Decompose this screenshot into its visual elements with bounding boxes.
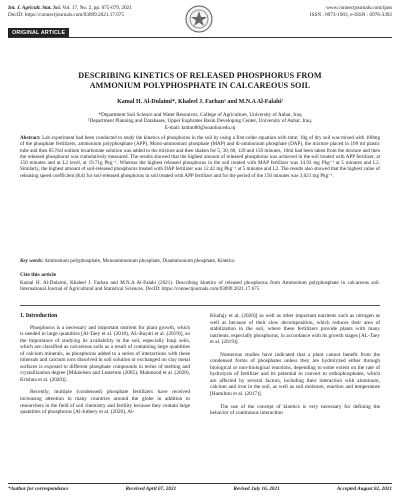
title-line-1: DESCRIBING KINETICS OF RELEASED PHOSPHORUS FROM (78, 71, 322, 80)
cite-text: Kamal H. Al-Dulaimi, Khaleel J. Farhan and M.N.A Al-Falahi (2021). Describing kinetics of released phosphorus from Ammonium polyphosphate in calcareous soil. International Journal of Agricultural and Statistical Sciences. DocID: https://connectjournals.com/03899.2021.17.675 (20, 280, 380, 293)
article-title (20, 71, 380, 91)
accepted-date: Accepted August 02, 2021 (336, 486, 392, 492)
intro-paragraph-2: Recently, multiple (condensed) phosphate fertilizers have received increasing attention in many countries around the globe in addition to researchers in the field of soil chemistry and fertility because they contain large quantities of phosphorus [Al-Juthery et al. (2020), Al- (20, 389, 190, 416)
title-line-2: AMMONIUM POLYPHOSPHATE IN CALCAREOUS SOIL (89, 81, 311, 90)
journal-website[interactable]: www.connectjournals.com/ijass (326, 5, 392, 11)
author-email: E-mail: kmhm80@uoanbar.edu.iq (164, 124, 236, 131)
affiliation-2: ¹Department Planning and Databases, Upper Euphrates Basin Developing Center, University of Anbar, Iraq. (87, 118, 313, 125)
issn-line: ISSN : 0973-1903, e-ISSN : 0976-3392 (309, 11, 392, 18)
keywords (20, 258, 380, 264)
affiliation-1: *Department Soil Science and Water Resources, College of Agriculture, University of Anbar, Iraq (98, 112, 302, 118)
doi-line: DocID: https://connectjournals.com/03899.2021.17.675 (8, 11, 124, 18)
intro-paragraph-2-cont: Khafajy et al. (2020)] as well as other important nutrients such as nitrogen as well as because of their slow decomposition, which reduces their area of stabilization in the soil, where these fertilizers provide plants with many nutrients, especially phosphorus, in accordance with its growth stages [AL-Taey et al. (2019)]. (210, 313, 380, 346)
abstract-text: Lab experiment had been conducted to study the kinetics of phosphorus in the soil by using a first-order equation with time; 10g of dry soil was mixed with 100mg of the phosphate fertilizers, ammonium polyphosphate (APP), Mono-ammonium phosphate (MAP) and di-ammonium phosphate (DAP), the mixture placed in 100 ml plastic tube and then 05 Nof sodium bicarbonate solution was added to the mixture and then shaken for 5, 30, 60, 120 and 150 minutes, 10ml had been taken from the mixture and then the released phosphorus was cumulatively measured. The results showed that the highest amount of released phosphorus was achieved in the soil treated with APP fertilizer, at 150 minutes and at L2 level, at 19.71g Pkg⁻¹. Whereas the highest released phosphorus in the soil treated with MAP fertilizer was 14.93 mg Pkg⁻¹ at 5 minutes and L2. Similarly, the highest amount of soil-released phosphorus treated with DAP fertilizer was 12.42 mg Pkg⁻¹ at 5 minutes and L2. The results also showed that the highest value of releasing speed coefficient (Kd) for soil-released phosphorus in soil treated with APP fertilizer and for the period of the 150 minutes was 3,621 mg Pkg⁻¹. (20, 135, 380, 179)
cite-heading: Cite this article (20, 272, 57, 278)
keywords-label: Key words: (20, 258, 44, 264)
intro-paragraph-1: Phosphorus is a necessary and important nutrient for plant growth, which is needed in large quantities [Al-Taey et al. (2018), AL-Bayati et al. (2019)], so the importance of studying its availability in the soil, especially Iraqi soils, which are classified as calcareous soils as a result of containing large quantities of calcium minerals, as phosphorus added to a series of interactions with these minerals and calcium ions dissolved in soil solution or exchanged on clay metal surfaces is exposed to different phosphate compounds in terms of melting and crystallization degree [Mikkelsen and Lesternm (2005), Mahmood et al. (2020), Krishna et al. (2020)]. (20, 324, 190, 383)
body-column-right (210, 313, 380, 423)
journal-emblem-logo (184, 4, 214, 34)
keywords-text: Ammonium polyphosphate, Monoammonium phosphate, Diaammonium phosphate, Kinetics. (44, 258, 236, 264)
abstract (20, 135, 380, 179)
body-column-left (20, 313, 190, 422)
correspondence-note: *Author for correspondence (8, 486, 69, 492)
journal-header-right (310, 5, 392, 18)
received-date: Received April 07, 2021 (125, 486, 177, 492)
introduction-heading: 1. Introduction (20, 313, 58, 319)
volume-info: Vol. 17, No. 2, pp. 675-679, 2021 (62, 5, 132, 11)
header-divider (8, 37, 392, 38)
intro-paragraph-3: Numerous studies have indicated that a plant cannot benefit from the condensed forms of phosphates unless they are hydrolyzed either through biological or non-biological reactions, depending to some extent on the rate of hydrolysis of fertilizer and its potential to convert to orthophosphates, which are affected by several factors, including their interaction with aluminum, calcium and iron in the soil, as well as soil moisture, reaction and temperature [Hamilton et al. (2017)]. (210, 351, 380, 398)
revised-date: Revised July 16, 2021 (233, 486, 280, 492)
journal-name: Int. J. Agricult. Stat. Sci. (8, 5, 61, 11)
footer (8, 486, 392, 492)
section-divider (20, 305, 380, 306)
intro-paragraph-4: The use of the concept of kinetics is very necessary for defining the behavior of continuous interaction (210, 403, 380, 417)
journal-header-left (8, 5, 132, 18)
abstract-label: Abstract: (20, 135, 41, 141)
affiliations (20, 112, 380, 131)
article-type-badge: ORIGINAL ARTICLE (8, 28, 69, 37)
author-list: Kamal H. Al-Dulaimi*, Khaleel J. Farhan¹ and M.N.A Al-Falahi² (117, 99, 283, 105)
footer-divider (8, 483, 392, 484)
